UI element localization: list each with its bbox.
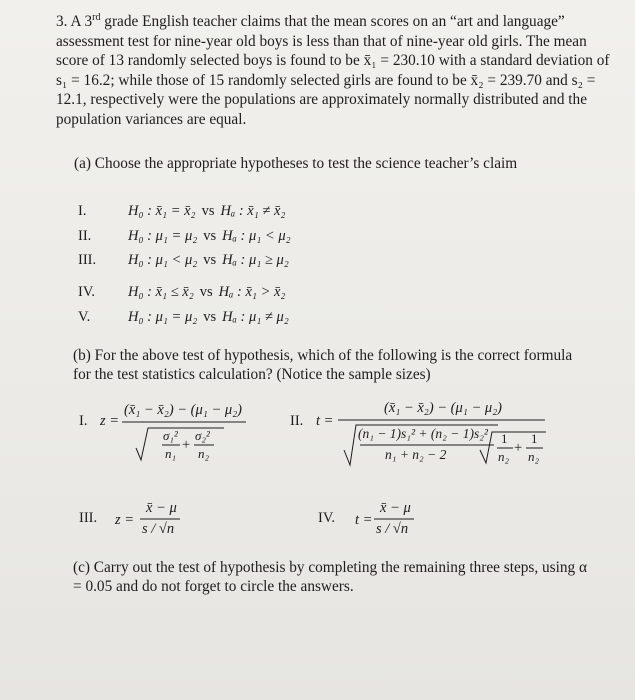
null-hypothesis: H₀ : μ₁ = μ₂ [128, 228, 198, 244]
vs-label: vs [201, 203, 215, 219]
formula-3-label: III. [79, 510, 98, 526]
part-c-prompt: (c) Carry out the test of hypothesis by completing the remaining three steps, using α = 0.05 and do not forget to circle the answers. [73, 559, 587, 595]
option-number: I. [78, 203, 87, 219]
formula-3-denominator: s / √n [142, 521, 175, 537]
vs-label: vs [203, 252, 217, 268]
formula-2-recip-a-num: 1 [501, 431, 508, 446]
formula-2-recip-a-den: n₂ [498, 449, 510, 464]
null-hypothesis: H₀ : x̄₁ ≤ x̄₂ [128, 284, 194, 300]
formula-1-numerator: (x̄₁ − x̄₂) − (μ₁ − μ₂) [124, 402, 243, 418]
formula-3-numerator: x̄ − μ [146, 500, 177, 516]
part-b-prompt: (b) For the above test of hypothesis, which of the following is the correct formula for the test statistics calculation? (Notice the sample sizes) [73, 347, 573, 383]
formula-2-recip-b-num: 1 [531, 431, 538, 446]
alt-hypothesis: Hₐ : x̄₁ ≠ x̄₂ [220, 203, 286, 219]
problem-text: grade English teacher claims that the mean scores on an “art and language” assessment test for nine-year old boys is less than that of nine-year old girls. The mean score of 13 randomly selected boys is found to be x̄₁ = 230.10 with a standard deviation of s₁ = 16.2; while those of 15 randomly selected girls are found to be x̄₂ = 239.70 and s₂ = 12.1, respectively were the populations are approximately normally distributed and the population variances are equal. [56, 13, 610, 128]
alt-hypothesis: Hₐ : μ₁ < μ₂ [222, 228, 291, 244]
formula-3-lhs: z = [115, 512, 135, 528]
formula-2-numerator: (x̄₁ − x̄₂) − (μ₁ − μ₂) [384, 400, 503, 416]
option-number: V. [78, 309, 91, 325]
formula-1-plus: + [182, 437, 191, 453]
formula-1-lhs: z = [100, 413, 120, 429]
option-number: III. [78, 252, 97, 268]
formula-2-plus: + [514, 440, 523, 456]
formula-1-var-b-den: n₂ [198, 446, 210, 461]
formula-1-var-a-den: n₁ [165, 446, 177, 461]
option-number: IV. [78, 284, 96, 300]
formula-4-lhs: t = [355, 512, 373, 528]
option-number: II. [78, 228, 92, 244]
formula-2-pooled-numerator: (n₁ − 1)s₁² + (n₂ − 1)s₂² [358, 426, 488, 441]
formula-1-var-a-num: σ₁² [163, 428, 178, 443]
alt-hypothesis: Hₐ : μ₁ ≥ μ₂ [222, 252, 289, 268]
formula-4-denominator: s / √n [376, 521, 409, 537]
formula-2-lhs: t = [316, 413, 334, 429]
ordinal-suffix: rd [92, 11, 101, 23]
part-a-prompt: (a) Choose the appropriate hypotheses to test the science teacher’s claim [74, 155, 518, 172]
alt-hypothesis: Hₐ : μ₁ ≠ μ₂ [222, 309, 289, 325]
alt-hypothesis: Hₐ : x̄₁ > x̄₂ [218, 284, 286, 300]
formula-2-label: II. [290, 413, 304, 429]
formula-2-recip-b-den: n₂ [528, 449, 540, 464]
vs-label: vs [203, 309, 217, 325]
vs-label: vs [203, 228, 217, 244]
formula-4-label: IV. [318, 510, 336, 526]
intro-pre: A 3 [67, 13, 93, 30]
null-hypothesis: H₀ : x̄₁ = x̄₂ [128, 203, 196, 219]
vs-label: vs [199, 284, 213, 300]
null-hypothesis: H₀ : μ₁ = μ₂ [128, 309, 198, 325]
formula-1-label: I. [79, 413, 88, 429]
formula-4-numerator: x̄ − μ [380, 500, 411, 516]
formula-1-var-b-num: σ₂² [195, 428, 210, 443]
problem-number: 3. [56, 13, 68, 30]
null-hypothesis: H₀ : μ₁ < μ₂ [128, 252, 198, 268]
formula-2-pooled-denominator: n₁ + n₂ − 2 [385, 447, 447, 462]
